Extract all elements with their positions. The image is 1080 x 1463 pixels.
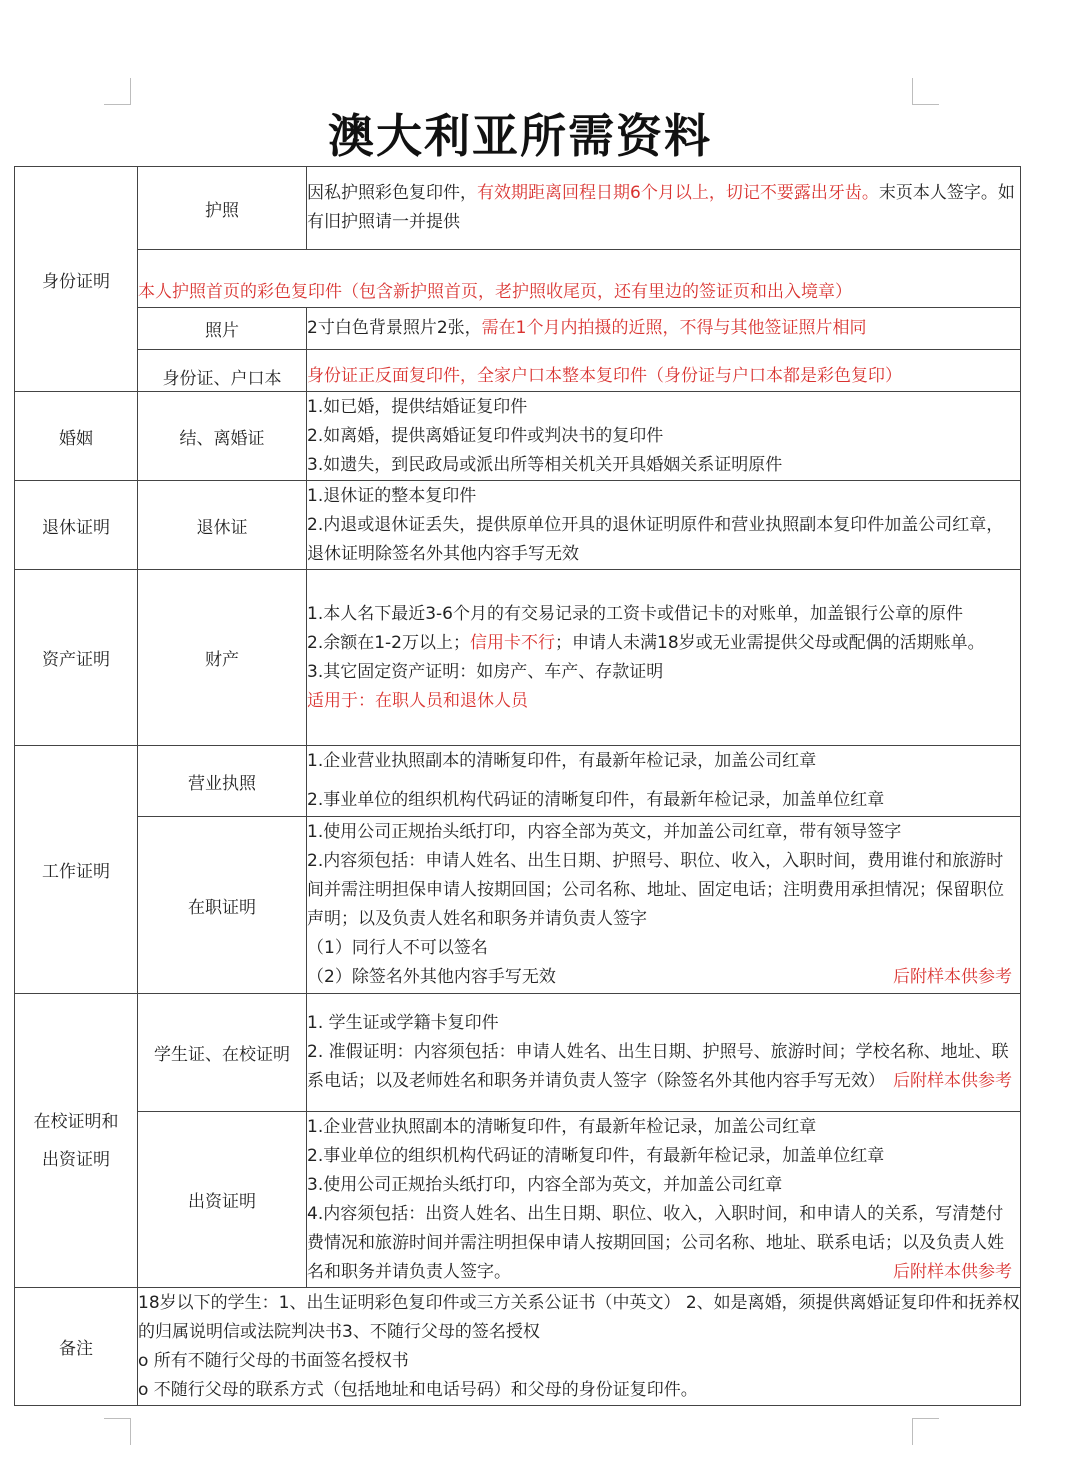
item-cell: 护照 bbox=[138, 167, 307, 250]
item-cell: 出资证明 bbox=[138, 1112, 307, 1288]
description-cell: 18岁以下的学生：1、出生证明彩色复印件或三方关系公证书（中英文） 2、如是离婚，须提供离婚证复印件和抚养权的归属说明信或法院判决书3、不随行父母的签名授权 o 所有不随行父母的书面签名授权书 o 不随行父母的联系方式（包括地址和电话号码）和父母的身份证复印件。 bbox=[138, 1288, 1021, 1406]
table-row bbox=[15, 350, 1021, 392]
item-cell: 财产 bbox=[138, 570, 307, 746]
description-cell: 本人护照首页的彩色复印件（包含新护照首页，老护照收尾页，还有里边的签证页和出入境章） bbox=[138, 250, 1021, 308]
table-row bbox=[15, 250, 1021, 308]
sample-note: 后附样本供参考 bbox=[893, 967, 1012, 987]
item-cell: 学生证、在校证明 bbox=[138, 994, 307, 1112]
description-cell: 1.企业营业执照副本的清晰复印件，有最新年检记录，加盖公司红章 2.事业单位的组织机构代码证的清晰复印件，有最新年检记录，加盖单位红章 3.使用公司正规抬头纸打印，内容全部为英文，并加盖公司红章 4.内容须包括：出资人姓名、出生日期、职位、收入，入职时间，和申请人的关系，写清楚付费情况和旅游时间并需注明担保申请人按期回国；公司名称、地址、联系电话；以及负责人姓名和职务并请负责人签字。 后附样本供参考 bbox=[307, 1112, 1021, 1288]
table-row bbox=[15, 392, 1021, 481]
table-row bbox=[15, 994, 1021, 1112]
category-cell: 身份证明 bbox=[15, 167, 138, 392]
table-row bbox=[15, 1112, 1021, 1288]
description-cell: 1.如已婚，提供结婚证复印件 2.如离婚，提供离婚证复印件或判决书的复印件 3.如遗失，到民政局或派出所等相关机关开具婚姻关系证明原件 bbox=[307, 392, 1021, 481]
description-cell: 1. 学生证或学籍卡复印件 2. 准假证明：内容须包括：申请人姓名、出生日期、护照号、旅游时间；学校名称、地址、联系电话；以及老师姓名和职务并请负责人签字（除签名外其他内容手写无效） 后附样本供参考 bbox=[307, 994, 1021, 1112]
description-cell: 1.退休证的整本复印件 2.内退或退休证丢失，提供原单位开具的退休证明原件和营业执照副本复印件加盖公司红章，退休证明除签名外其他内容手写无效 bbox=[307, 481, 1021, 570]
item-cell: 退休证 bbox=[138, 481, 307, 570]
description-cell: 身份证正反面复印件，全家户口本整本复印件（身份证与户口本都是彩色复印） bbox=[307, 350, 1021, 392]
category-cell: 备注 bbox=[15, 1288, 138, 1406]
category-cell: 婚姻 bbox=[15, 392, 138, 481]
page-corner-mark bbox=[912, 1418, 939, 1445]
table-row bbox=[15, 1288, 1021, 1406]
table-row bbox=[15, 167, 1021, 250]
page-corner-mark bbox=[104, 1418, 131, 1445]
category-cell: 退休证明 bbox=[15, 481, 138, 570]
page-title: 澳大利亚所需资料 bbox=[328, 109, 712, 163]
category-cell: 资产证明 bbox=[15, 570, 138, 746]
item-cell: 营业执照 bbox=[138, 746, 307, 817]
category-cell: 工作证明 bbox=[15, 746, 138, 994]
item-cell: 照片 bbox=[138, 308, 307, 350]
table-row bbox=[15, 308, 1021, 350]
item-cell: 身份证、户口本 bbox=[138, 350, 307, 392]
description-cell: 2寸白色背景照片2张，需在1个月内拍摄的近照，不得与其他签证照片相同 bbox=[307, 308, 1021, 350]
description-cell: 1.本人名下最近3-6个月的有交易记录的工资卡或借记卡的对账单，加盖银行公章的原件 2.余额在1-2万以上；信用卡不行；申请人未满18岁或无业需提供父母或配偶的活期账单。 3.其它固定资产证明：如房产、车产、存款证明 适用于：在职人员和退休人员 bbox=[307, 570, 1021, 746]
item-cell: 在职证明 bbox=[138, 817, 307, 994]
table-row bbox=[15, 746, 1021, 817]
sample-note: 后附样本供参考 bbox=[893, 1071, 1012, 1091]
description-cell: 1.使用公司正规抬头纸打印，内容全部为英文，并加盖公司红章，带有领导签字 2.内容须包括：申请人姓名、出生日期、护照号、职位、收入，入职时间，费用谁付和旅游时间并需注明担保申请人按期回国；公司名称、地址、固定电话；注明费用承担情况；保留职位声明；以及负责人姓名和职务并请负责人签字 （1）同行人不可以签名 （2）除签名外其他内容手写无效 后附样本供参考 bbox=[307, 817, 1021, 994]
requirements-table bbox=[14, 166, 1021, 1406]
table-row bbox=[15, 817, 1021, 994]
description-cell: 1.企业营业执照副本的清晰复印件，有最新年检记录，加盖公司红章 2.事业单位的组织机构代码证的清晰复印件，有最新年检记录，加盖单位红章 bbox=[307, 746, 1021, 817]
description-cell: 因私护照彩色复印件，有效期距离回程日期6个月以上，切记不要露出牙齿。末页本人签字。如有旧护照请一并提供 bbox=[307, 167, 1021, 250]
table-row bbox=[15, 570, 1021, 746]
item-cell: 结、离婚证 bbox=[138, 392, 307, 481]
table-row bbox=[15, 481, 1021, 570]
sample-note: 后附样本供参考 bbox=[893, 1261, 1012, 1282]
category-cell: 在校证明和 出资证明 bbox=[15, 994, 138, 1288]
